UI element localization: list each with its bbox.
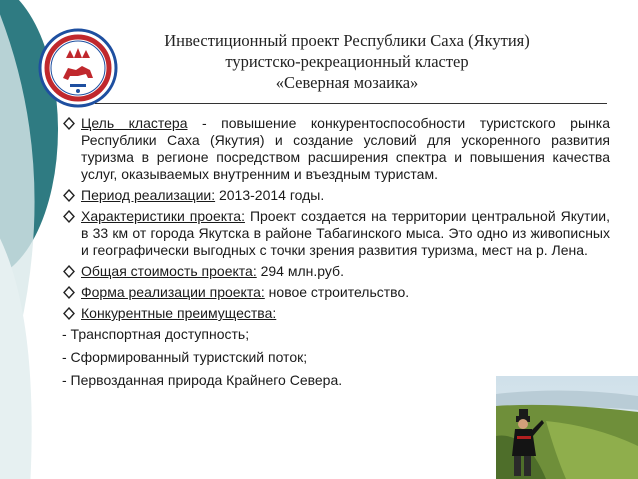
- hollow-diamond-icon: [62, 305, 76, 322]
- advantage-item: - Транспортная доступность;: [62, 326, 250, 342]
- bullet-item: [62, 208, 610, 259]
- bullet-label: Общая стоимость проекта:: [81, 263, 257, 279]
- bullet-item: [62, 263, 610, 280]
- slide-title: [112, 30, 582, 93]
- title-line-2: туристско-рекреационный кластер: [225, 52, 469, 71]
- bullet-text: Проект создается на территории центральной Якутии, в 33 км от города Якутска в районе Табагинского мыса. Это одно из живописных и географически выгодных с точки зрения развития туризма, мест на р. Лена.: [81, 208, 610, 258]
- landscape-photo: [496, 376, 638, 479]
- bullet-item: [62, 187, 610, 204]
- bullet-label: Цель кластера: [81, 115, 188, 131]
- title-line-3: «Северная мозаика»: [275, 73, 419, 92]
- bullet-text: 294 млн.руб.: [256, 263, 344, 279]
- advantage-item: - Сформированный туристский поток;: [62, 349, 308, 365]
- bullet-text: новое строительство.: [264, 284, 410, 300]
- bullet-label: Конкурентные преимущества:: [81, 305, 277, 321]
- hollow-diamond-icon: [62, 115, 76, 132]
- bullet-label: Форма реализации проекта:: [81, 284, 265, 300]
- bullet-label: Характеристики проекта:: [81, 208, 245, 224]
- hollow-diamond-icon: [62, 263, 76, 280]
- bullet-item: [62, 284, 610, 301]
- bullet-item: [62, 305, 610, 322]
- advantage-item: - Первозданная природа Крайнего Севера.: [62, 372, 343, 388]
- slide-body: [62, 115, 610, 395]
- hollow-diamond-icon: [62, 208, 76, 225]
- bullet-text: - повышение конкурентоспособности туристского рынка Республики Саха (Якутия) и создание условий для ускоренного развития туризма в регионе посредством расширения спектра и повышения качества услуг, оказываемых внутренним и въездным туристам.: [81, 115, 610, 182]
- hollow-diamond-icon: [62, 284, 76, 301]
- bullet-text: 2013-2014 годы.: [215, 187, 325, 203]
- title-line-1: Инвестиционный проект Республики Саха (Якутия): [164, 31, 530, 50]
- hollow-diamond-icon: [62, 187, 76, 204]
- coat-of-arms-logo: [38, 28, 118, 108]
- bullet-label: Период реализации:: [81, 187, 216, 203]
- title-divider: [95, 103, 607, 104]
- bullet-item: [62, 115, 610, 183]
